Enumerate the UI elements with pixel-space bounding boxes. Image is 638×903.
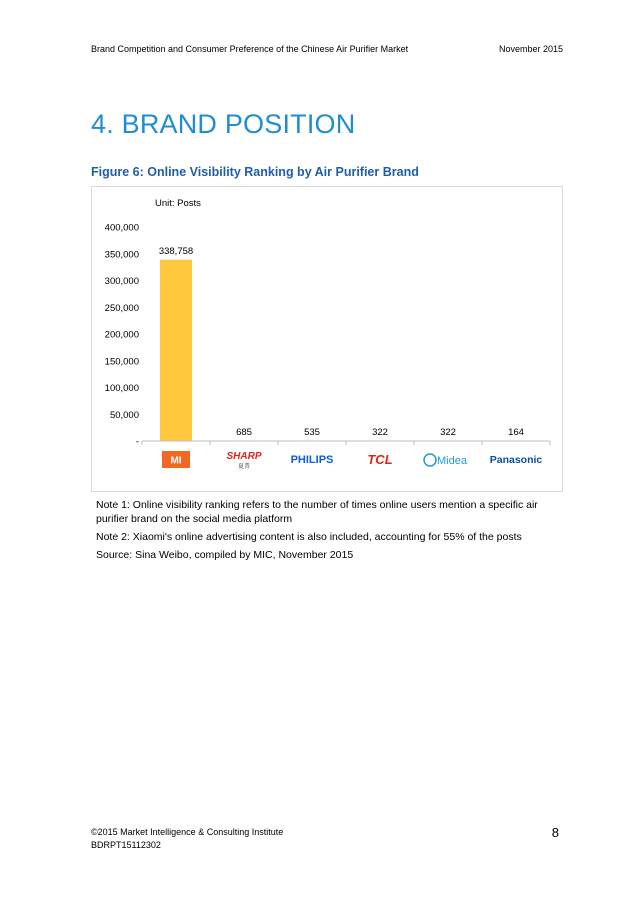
source-note: Source: Sina Weibo, compiled by MIC, November 2015	[96, 549, 354, 561]
notes	[96, 498, 562, 566]
x-axis	[142, 441, 550, 445]
chart-frame	[91, 186, 563, 492]
xiaomi-logo-text: MI	[170, 455, 182, 467]
y-tick-label: 100,000	[104, 383, 139, 394]
logo-midea	[424, 454, 468, 467]
logo-xiaomi	[162, 451, 190, 468]
section-title: 4. BRAND POSITION	[91, 109, 356, 139]
y-tick-label: 150,000	[104, 356, 139, 368]
sharp-logo-subtext: 夏普	[237, 463, 251, 470]
y-axis	[105, 223, 139, 448]
y-tick-label: 350,000	[104, 249, 139, 261]
y-tick-label: 200,000	[104, 329, 139, 341]
data-label: 535	[304, 427, 320, 438]
note-2: Note 2: Xiaomi's online advertising content is also included, accounting for 55% of the posts	[96, 531, 522, 543]
bar-xiaomi	[160, 260, 192, 441]
logo-tcl	[367, 452, 392, 467]
footer-report-id: BDRPT15112302	[91, 840, 161, 850]
footer	[91, 826, 283, 852]
data-label: 322	[440, 427, 456, 438]
header-title: Brand Competition and Consumer Preference of the Chinese Air Purifier Market	[91, 44, 409, 54]
data-label: 338,758	[158, 245, 194, 257]
y-tick-label: 250,000	[104, 302, 139, 314]
logo-sharp	[226, 451, 261, 470]
y-tick-label: 50,000	[109, 409, 139, 421]
y-tick-label: 400,000	[104, 222, 139, 234]
brand-logos	[162, 451, 542, 470]
philips-logo-text: PHILIPS	[290, 454, 334, 466]
y-tick-label: -	[135, 436, 139, 448]
bar-chart	[92, 187, 564, 493]
data-label: 322	[372, 427, 388, 438]
logo-panasonic	[490, 454, 543, 466]
note-1: Note 1: Online visibility ranking refers to the number of times online users mention a specific air purifier brand on the social media platform	[96, 499, 538, 525]
bars	[159, 246, 532, 441]
panasonic-logo-text: Panasonic	[489, 454, 543, 466]
midea-logo-text: Midea	[437, 455, 467, 467]
data-label: 685	[236, 427, 252, 438]
footer-copyright: ©2015 Market Intelligence & Consulting Institute	[91, 827, 284, 837]
header-date: November 2015	[498, 44, 563, 54]
page-number: 8	[551, 825, 559, 840]
tcl-logo-text: TCL	[367, 452, 393, 467]
figure-title: Figure 6: Online Visibility Ranking by Air Purifier Brand	[91, 165, 419, 179]
unit-label: Unit: Posts	[155, 198, 201, 209]
sharp-logo-text: SHARP	[226, 451, 262, 462]
logo-philips	[291, 454, 334, 466]
midea-logo-mark	[424, 454, 436, 466]
y-tick-label: 300,000	[104, 276, 139, 287]
data-label: 164	[508, 427, 524, 438]
